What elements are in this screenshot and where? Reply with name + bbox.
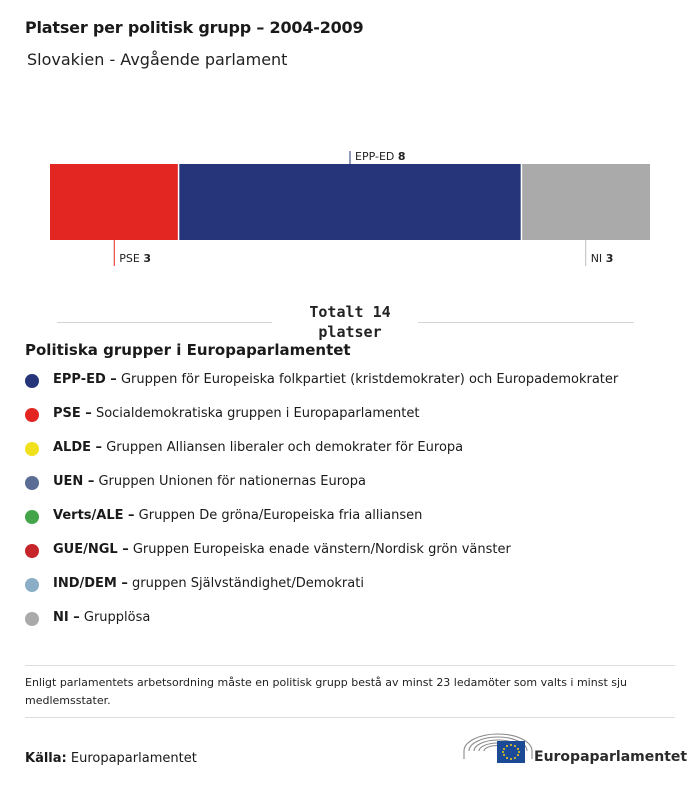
legend-abbr: Verts/ALE – [53,508,135,523]
seat-bar-chart [0,140,700,280]
legend-abbr: UEN – [53,474,95,489]
source-label: Källa: [25,751,67,766]
data-label-ni: NI 3 [590,252,614,265]
bar-segment-epp-ed [179,164,522,240]
total-divider-left [57,322,272,323]
note-divider-top [25,665,675,666]
legend-dot [25,510,39,524]
legend-dot [25,612,39,626]
legend-dot [25,408,39,422]
legend-abbr: EPP-ED – [53,372,117,387]
legend-abbr: IND/DEM – [53,576,128,591]
bar-segment-ni [521,164,650,240]
chart-title: Platser per politisk grupp – 2004-2009 [25,18,364,37]
legend-abbr: ALDE – [53,440,103,455]
legend-dot [25,374,39,388]
legend-desc: Gruppen Europeiska enade vänstern/Nordisk grön vänster [132,542,511,557]
bar-segment-pse [50,164,179,240]
legend-dot [25,476,39,490]
legend-dot [25,578,39,592]
chart-subtitle: Slovakien - Avgående parlament [27,50,288,69]
legend-abbr: NI – [53,610,80,625]
legend-dot [25,442,39,456]
legend-dot [25,544,39,558]
legend-desc: Grupplösa [83,610,151,625]
logo-wordmark: Europaparlamentet [534,749,688,765]
legend-abbr: GUE/NGL – [53,542,129,557]
total-divider-right [418,322,634,323]
source-value: Europaparlamentet [70,751,197,766]
legend-desc: Gruppen Unionen för nationernas Europa [98,474,366,489]
legend-desc: Gruppen De gröna/Europeiska fria alliansen [138,508,423,523]
legend-desc: gruppen Självständighet/Demokrati [132,576,364,591]
note-divider-bottom [25,717,675,718]
legend-desc: Socialdemokratiska gruppen i Europaparlamentet [95,406,420,421]
legend-abbr: PSE – [53,406,92,421]
legend-desc: Gruppen för Europeiska folkpartiet (kristdemokrater) och Europademokrater [120,372,619,387]
data-label-epp-ed: EPP-ED 8 [355,150,406,163]
data-label-pse: PSE 3 [119,252,152,265]
total-seats-label: Totalt 14 platser [309,303,391,341]
legend-title: Politiska grupper i Europaparlamentet [25,341,351,359]
source-line [25,751,197,766]
legend-desc: Gruppen Alliansen liberaler och demokrater för Europa [106,440,464,455]
footnote: Enligt parlamentets arbetsordning måste en politisk grupp bestå av minst 23 ledamöter som valts i minst sju medlemsstater. [25,676,628,707]
